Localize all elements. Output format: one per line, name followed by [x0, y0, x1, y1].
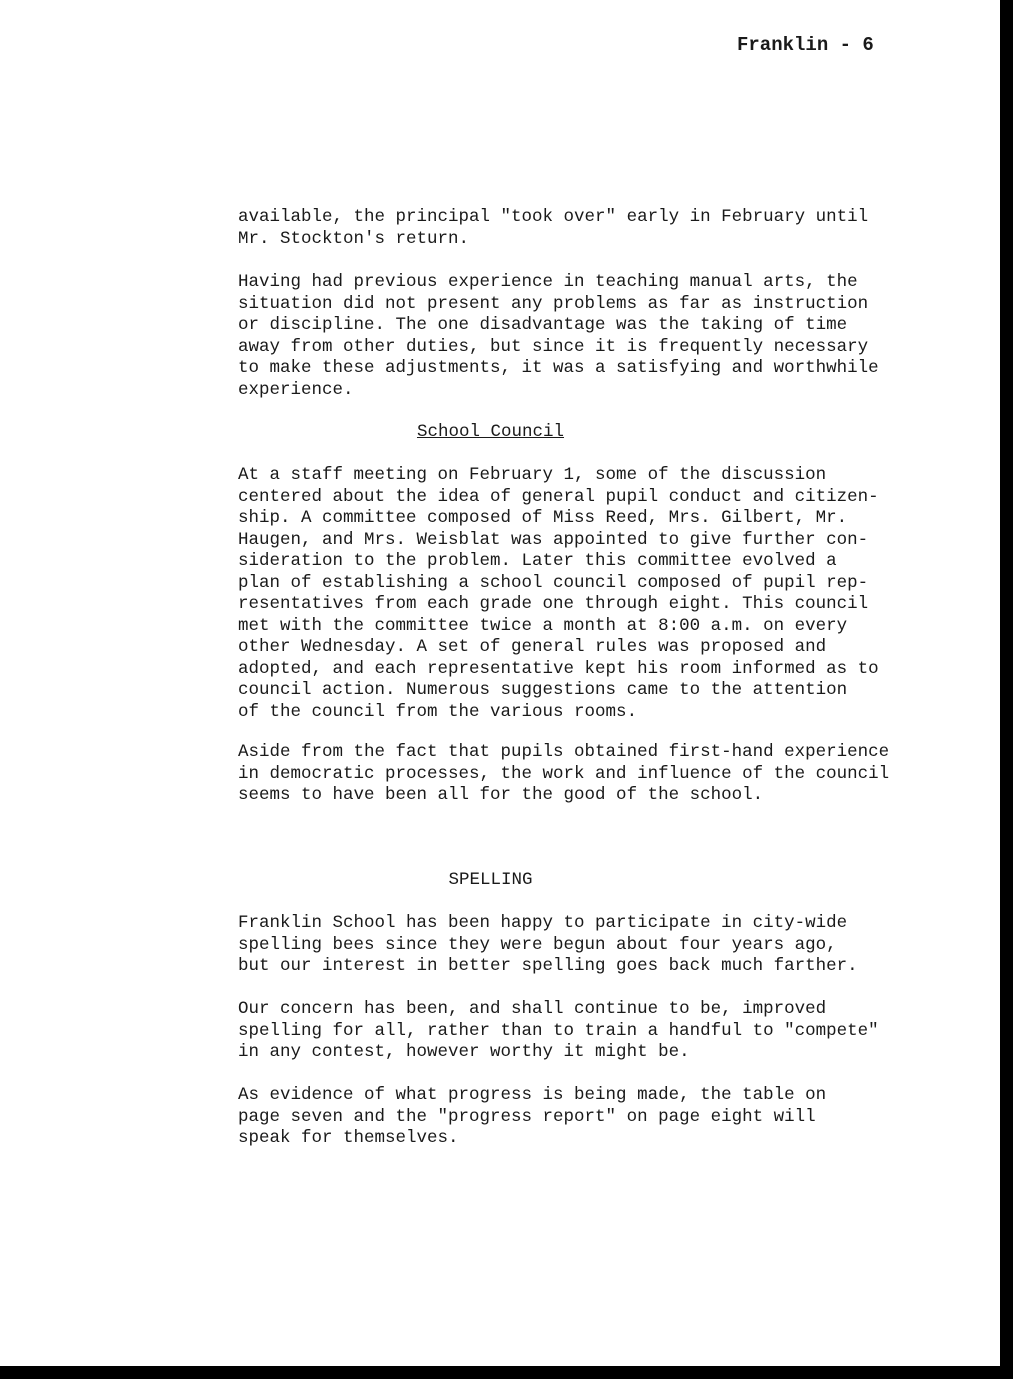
text-line: spelling for all, rather than to train a handful to "compete"	[238, 1020, 879, 1041]
text-line: adopted, and each representative kept his room informed as to	[238, 658, 879, 679]
text-line: As evidence of what progress is being made, the table on	[238, 1085, 827, 1105]
text-line: to make these adjustments, it was a satisfying and worthwhile	[238, 358, 879, 378]
text-line: resentatives from each grade one through eight. This council	[238, 594, 869, 614]
text-line: other Wednesday. A set of general rules was proposed and	[238, 637, 827, 657]
section-heading-spelling	[238, 870, 743, 890]
paragraph-manual-arts	[238, 272, 938, 401]
text-line: experience.	[238, 379, 354, 400]
text-line: situation did not present any problems as far as instruction	[238, 293, 869, 314]
paragraph-our-concern	[238, 999, 938, 1064]
text-line: of the council from the various rooms.	[238, 701, 638, 722]
text-line: ship. A committee composed of Miss Reed, Mrs. Gilbert, Mr.	[238, 508, 848, 528]
paragraph-principal-took-over	[238, 207, 938, 250]
text-line: seems to have been all for the good of the school.	[238, 785, 764, 805]
text-line: speak for themselves.	[238, 1128, 459, 1148]
text-line: Mr. Stockton's return.	[238, 228, 470, 249]
paragraph-spelling-bees	[238, 913, 938, 978]
paragraph-evidence-of-progress	[238, 1085, 938, 1150]
text-line: or discipline. The one disadvantage was the taking of time	[238, 315, 848, 335]
text-line: plan of establishing a school council composed of pupil rep-	[238, 572, 869, 593]
text-line: centered about the idea of general pupil conduct and citizen-	[238, 486, 879, 507]
text-line: spelling bees since they were begun about four years ago,	[238, 934, 837, 955]
text-line: sideration to the problem. Later this committee evolved a	[238, 551, 837, 571]
text-line: Having had previous experience in teaching manual arts, the	[238, 272, 858, 292]
heading-text: School Council	[416, 422, 565, 442]
text-line: page seven and the "progress report" on page eight will	[238, 1106, 816, 1127]
text-line: council action. Numerous suggestions came to the attention	[238, 680, 848, 700]
text-line: away from other duties, but since it is frequently necessary	[238, 336, 869, 357]
paragraph-staff-meeting	[238, 465, 938, 723]
text-line: Our concern has been, and shall continue to be, improved	[238, 999, 827, 1019]
heading-text: SPELLING	[448, 870, 533, 890]
text-line: Franklin School has been happy to participate in city-wide	[238, 913, 848, 933]
section-heading-school-council	[238, 422, 743, 442]
text-line: Aside from the fact that pupils obtained first-hand experience	[238, 742, 890, 762]
text-line: Haugen, and Mrs. Weisblat was appointed to give further con-	[238, 529, 869, 550]
text-line: but our interest in better spelling goes back much farther.	[238, 956, 858, 976]
page-header: Franklin - 6	[737, 34, 874, 56]
text-line: in any contest, however worthy it might be.	[238, 1042, 690, 1062]
paragraph-democratic-processes	[238, 742, 938, 807]
text-line: in democratic processes, the work and influence of the council	[238, 763, 890, 784]
text-line: At a staff meeting on February 1, some of the discussion	[238, 465, 827, 485]
text-line: available, the principal "took over" early in February until	[238, 207, 869, 227]
text-line: met with the committee twice a month at 8:00 a.m. on every	[238, 615, 848, 636]
